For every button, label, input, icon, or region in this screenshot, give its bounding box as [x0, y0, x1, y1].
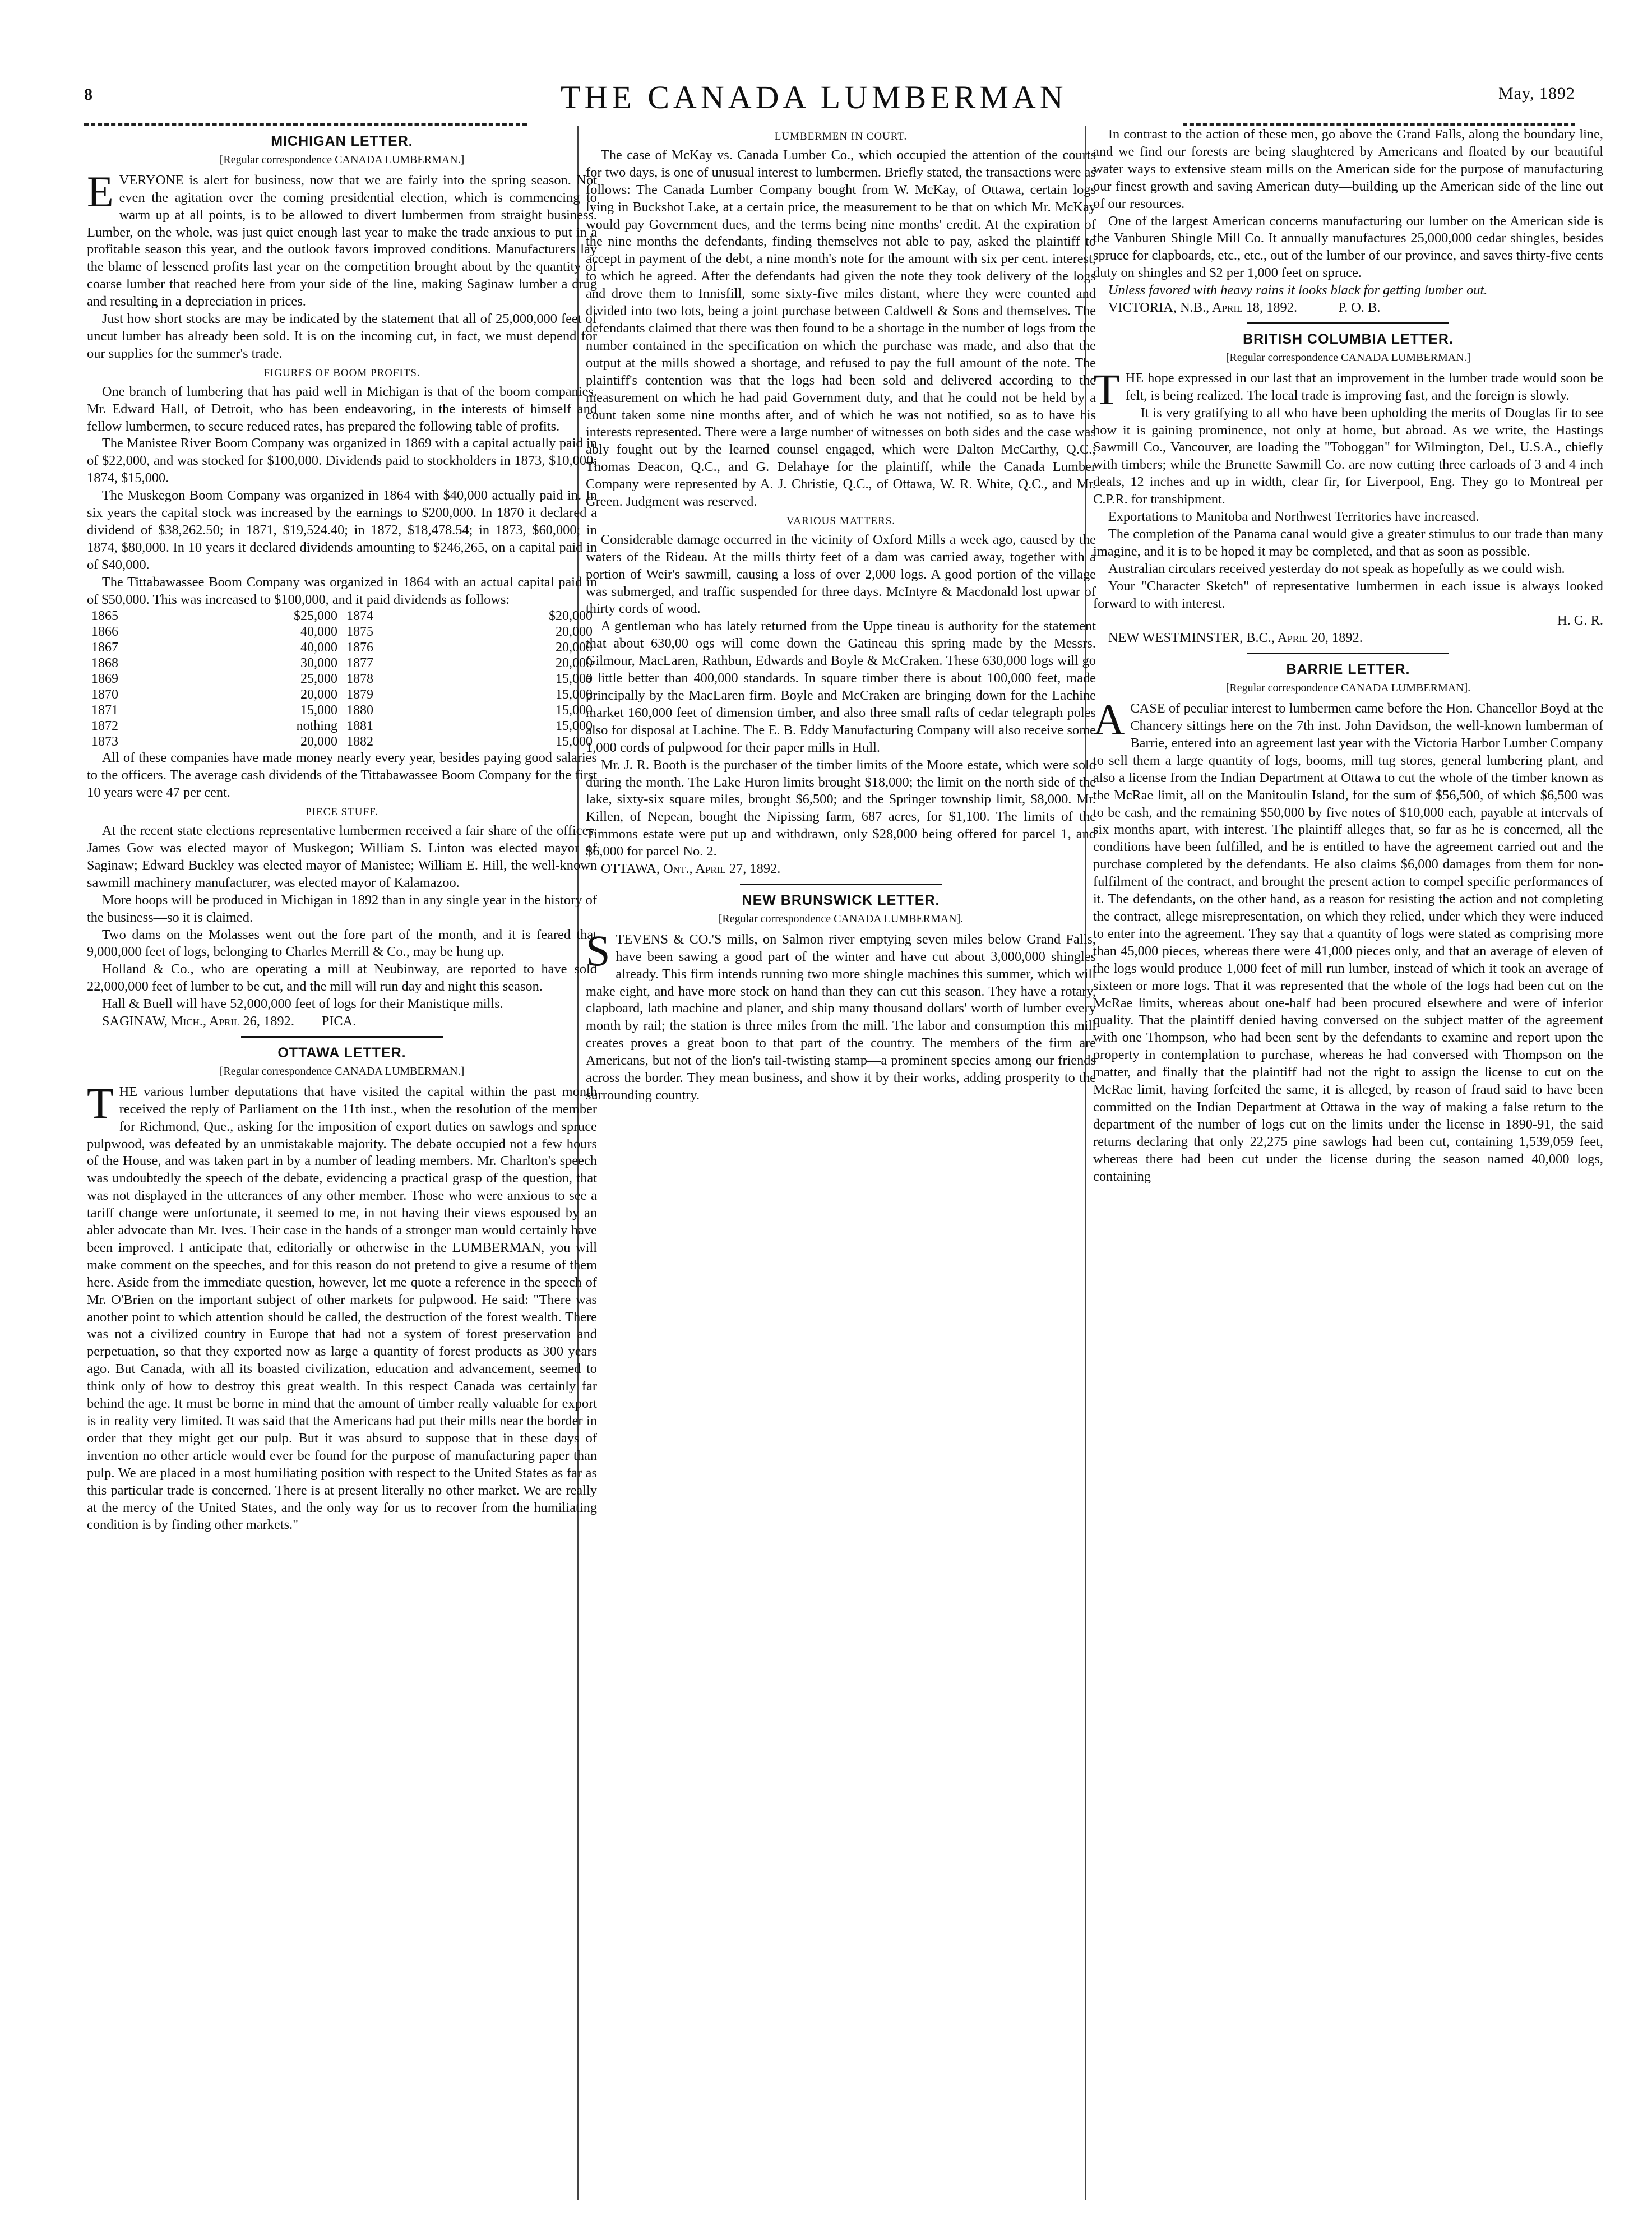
- new-brunswick-letter: [586, 892, 1096, 1104]
- amount-cell: 30,000: [300, 656, 337, 671]
- year-cell: 1870: [91, 687, 118, 702]
- dividend-row: [87, 687, 597, 702]
- article-heading: BRITISH COLUMBIA LETTER.: [1243, 331, 1454, 347]
- paragraph: EVERYONE is alert for business, now that we are fairly into the spring season. Not even the agitation over the coming presidential election, which is commencing to warm up at all points, is to be allowed to divert lumbermen from straight business. Lumber, on the whole, was just quiet enough last year to make the trade anxious to put in a profitable season this year, and the outlook favors improved conditions. Manufacturers lay the blame of lessened profits last year on the competition brought about by the quantity of coarse lumber that reached here from your side of the line, making Saginaw lumber a drug and resulting in a depreciation in prices.: [87, 167, 597, 309]
- paragraph: One of the largest American concerns manufacturing our lumber on the American side is the Vanburen Shingle Mill Co. It annually manufactures 25,000,000 cedar shingles, besides spruce for clapboards, etc., etc., out of the lumber of our province, and saves thirty-five cents duty on shingles and $2 per 1,000 feet on spruce.: [1093, 213, 1603, 281]
- dateline: OTTAWA, Ont., April 27, 1892.: [600, 861, 781, 877]
- year-cell: 1866: [91, 625, 118, 640]
- column-3: [1093, 126, 1603, 1185]
- paragraph: Considerable damage occurred in the vicinity of Oxford Mills a week ago, caused by the waters of the Rideau. At the mills thirty feet of a dam was carried away, together with a portion of Weir's sawmill, causing a loss of over 2,000 logs. A good portion of the village was submerged, and traffic suspended for three days. McIntyre & Macdonald lost upwar of thirty cords of wood.: [586, 531, 1096, 617]
- paragraph: The completion of the Panama canal would give a greater stimulus to our trade than many imagine, and it is to be hoped it may be completed, and that as soon as possible.: [1093, 526, 1603, 559]
- paragraph: The Tittabawassee Boom Company was organized in 1864 with an actual capital paid in of $50,000. This was increased to $100,000, and it paid dividends as follows:: [87, 574, 597, 607]
- paragraph: Australian circulars received yesterday do not speak as hopefully as we could wish.: [1108, 561, 1565, 576]
- amount-cell: 15,000: [556, 703, 593, 718]
- paragraph: In contrast to the action of these men, go above the Grand Falls, along the boundary line, and we find our forests are being slaughtered by Americans and floated by our beautiful water ways to extensive steam mills on the American side for the purpose of manufacturing our finest growth and saving American duty—building up the American side of the line out of our resources.: [1093, 127, 1603, 211]
- drop-cap: A: [1093, 695, 1125, 744]
- paragraph: The Manistee River Boom Company was organized in 1869 with a capital actually paid in of $22,000, and was stocked for $100,000. Dividends paid to stockholders in 1873, $10,000; 1874, $15,000.: [87, 436, 597, 486]
- paragraph: At the recent state elections representative lumbermen received a fair share of the offices. James Gow was elected mayor of Muskegon; William S. Linton was elected mayor of Saginaw; Edward Buckley was elected mayor of Manistee; William E. Hill, the well-known sawmill machinery manufacturer, was elected mayor of Kalamazoo.: [87, 823, 597, 890]
- correspondence-note: [Regular correspondence CANADA LUMBERMAN.]: [219, 153, 465, 166]
- british-columbia-letter: [1093, 331, 1603, 647]
- masthead-rule-left: [84, 123, 527, 126]
- amount-cell: 20,000: [300, 734, 337, 750]
- dividend-row: [87, 718, 597, 734]
- section-rule: [740, 884, 942, 885]
- article-heading: MICHIGAN LETTER.: [271, 133, 413, 149]
- amount-cell: 40,000: [300, 625, 337, 640]
- paragraph: The case of McKay vs. Canada Lumber Co., which occupied the attention of the courts for two days, is one of unusual interest to lumbermen. Briefly stated, the transactions were as follows: The Canada Lumber Company bought from W. McKay, of Ottawa, certain logs lying in Buckshot Lake, at a certain price, the measurement to be that on which Mr. McKay would pay Government dues, and the terms being nine months' credit. At the expiration of the nine months the defendants, finding themselves not able to pay, asked the plaintiff to accept in payment of the debt, a nine month's note for the amount with six per cent. interest, to which he agreed. After the defendants had given the note they took delivery of the logs and drove them to Innisfill, some sixty-five miles distant, where they were counted and divided into two lots, being a joint purchase between Caldwell & Sons and themselves. The defendants claimed that there was then found to be a shortage in the number of logs from the number contained in the specification on which the purchase was made, and also that the output at the mills showed a shortage, and refused to pay the full amount of the note. The plaintiff's contention was that the logs had been sold and delivered according to the measurement on which he had paid Government duty, and that he could not be held by a count taken some nine months after, and of which he was not notified, so as to have his interests represented. There were a large number of witnesses on both sides and the case was ably fought out by the learned counsel engaged, which were Dalton McCarthy, Q.C.; Thomas Deacon, Q.C., and G. Delahaye for the plaintiff, while the Canada Lumber Company were represented by A. J. Christie, Q.C., of Ottawa, W. R. White, Q.C., and Mr. Green. Judgment was reserved.: [586, 147, 1096, 510]
- masthead-rule-right: [1183, 123, 1575, 126]
- paragraph: One branch of lumbering that has paid well in Michigan is that of the boom companies. Mr. Edward Hall, of Detroit, who has been endeavoring, in the interests of himself and fellow lumbermen, to secure reduced rates, has prepared the following table of profits.: [87, 383, 597, 434]
- michigan-letter: [87, 133, 597, 1030]
- section-rule: [1247, 653, 1449, 654]
- dividends-table: [87, 608, 597, 750]
- amount-cell: 20,000: [300, 687, 337, 702]
- amount-cell: 25,000: [300, 672, 337, 687]
- masthead: [84, 78, 1575, 118]
- paragraph: Holland & Co., who are operating a mill at Neubinway, are reported to have sold 22,000,000 feet of lumber to be cut, and the mill will run day and night this season.: [87, 961, 597, 995]
- year-cell: 1878: [346, 672, 373, 687]
- subheading: PIECE STUFF.: [306, 806, 378, 818]
- subheading: VARIOUS MATTERS.: [786, 515, 896, 527]
- correspondence-note: [Regular correspondence CANADA LUMBERMAN].: [718, 912, 964, 925]
- paragraph: Mr. J. R. Booth is the purchaser of the timber limits of the Moore estate, which were sold during the month. The Lake Huron limits brought $18,000; the limit on the north side of the lake, sixty-six square miles, brought $6,500; and the Springer township limit, $8,000. Mr. Killen, of Nepean, bought the Nipissing farm, 687 acres, for $1,100. The limits of the Timmons estate were put up and withdrawn, only $28,000 being offered for parcel 1, and $6,000 for parcel No. 2.: [586, 757, 1096, 859]
- paragraph: Unless favored with heavy rains it looks black for getting lumber out.: [1108, 283, 1488, 298]
- dividend-row: [87, 624, 597, 640]
- paragraph: A gentleman who has lately returned from the Uppe tineau is authority for the statement that about 630,00 ogs will come down the Gatineau this spring made by the Messrs. Gilmour, MacLaren, Rathbun, Edwards and Boyle & McCraken. These 630,000 logs will go a little better than 400,000 standards. In square timber there is about 100,000 feet, made principally by the MacLaren firm. Boyle and McCraken are bringing down for the Lachine market 160,000 feet of dimension timber, and also three small rafts of cedar telegraph poles also for disposal at Lachine. The E. B. Eddy Manufacturing Company will also receive some 1,000 cords of pulpwood for their paper mills in Hull.: [586, 618, 1096, 755]
- page-number: 8: [84, 85, 92, 104]
- year-cell: 1875: [346, 625, 373, 640]
- dateline: NEW WESTMINSTER, B.C., April 20, 1892.: [1108, 630, 1363, 646]
- year-cell: 1871: [91, 703, 118, 718]
- correspondence-note: [Regular correspondence CANADA LUMBERMAN].: [1225, 682, 1471, 695]
- subheading: LUMBERMEN IN COURT.: [774, 131, 908, 142]
- year-cell: 1867: [91, 640, 118, 655]
- amount-cell: 20,000: [556, 640, 593, 655]
- paragraph: Two dams on the Molasses went out the fore part of the month, and it is feared that 9,000,000 feet of logs, belonging to Charles Merrill & Co., may be hung up.: [87, 927, 597, 960]
- year-cell: 1882: [346, 734, 373, 750]
- drop-cap: T: [1093, 364, 1120, 414]
- dividend-row: [87, 671, 597, 687]
- article-heading: NEW BRUNSWICK LETTER.: [742, 892, 940, 908]
- paragraph: Just how short stocks are may be indicated by the statement that all of 25,000,000 feet of uncut lumber has already been sold. It is on the incoming cut, in fact, we must depend for our supplies for the summer's trade.: [87, 311, 597, 361]
- paragraph: All of these companies have made money nearly every year, besides paying good salaries to the officers. The average cash dividends of the Tittabawassee Boom Company for the first 10 years were 47 per cent.: [87, 750, 597, 801]
- paragraph: Exportations to Manitoba and Northwest Territories have increased.: [1108, 509, 1479, 525]
- paper-title: THE CANADA LUMBERMAN: [561, 79, 1067, 115]
- amount-cell: 20,000: [556, 656, 593, 671]
- paragraph: The Muskegon Boom Company was organized in 1864 with $40,000 actually paid in. In six years the capital stock was increased by the earnings to $200,000. In 1870 it declared a dividend of $38,262.50; in 1871, $19,524.40; in 1872, $18,478.54; in 1873, $60,000; in 1874, $80,000. In 10 years it declared dividends amounting to $246,265, on a capital paid in of $40,000.: [87, 488, 597, 572]
- year-cell: 1877: [346, 656, 373, 671]
- dividend-row: [87, 608, 597, 624]
- ottawa-letter: [87, 1044, 597, 1534]
- dividend-row: [87, 702, 597, 718]
- paragraph: Hall & Buell will have 52,000,000 feet of logs for their Manistique mills.: [101, 996, 503, 1012]
- amount-cell: 15,000: [556, 687, 593, 702]
- paragraph: Your "Character Sketch" of representative lumbermen in each issue is always looked forward to with interest.: [1093, 578, 1603, 611]
- amount-cell: 40,000: [300, 640, 337, 655]
- correspondence-note: [Regular correspondence CANADA LUMBERMAN.]: [1225, 351, 1471, 364]
- section-rule: [241, 1036, 443, 1038]
- year-cell: 1876: [346, 640, 373, 655]
- amount-cell: nothing: [296, 719, 337, 734]
- paragraph: THE various lumber deputations that have visited the capital within the past month received the reply of Parliament on the 11th inst., when the resolution of the member for Richmond, Que., asking for the imposition of export duties on sawlogs and spruce pulpwood, was defeated by an unmistakable majority. The debate occupied not a few hours of the House, and was taken part in by a number of leading members. Mr. Charlton's speech was undoubtedly the speech of the debate, evidencing a practical grasp of the question, that was not displayed in the utterances of any other member. Those who were anxious to see a tariff change were unfortunate, it seemed to me, in not having their views espoused by an abler advocate than Mr. Ives. Their case in the hands of a stronger man would certainly have been improved. I anticipate that, editorially or otherwise in the LUMBERMAN, you will make comment on the speeches, and for this reason do not pretend to give a resume of them here. Aside from the immediate question, however, let me quote a reference in the speech of Mr. O'Brien on the important subject of other markets for pulpwood. He said: "There was another point to which attention should be called, the destruction of the forest wealth. There was not a civilized country in Europe that had not a system of forest preservation and perpetuation, so that they exported now as large a quantity of forest products as 300 years ago. But Canada, with all its boasted civilization, education and advancement, seemed to think only of how to destroy this great wealth. In this respect Canada was certainly far behind the age. It must be borne in mind that the amount of timber really valuable for export is in reality very limited. It was said that the Americans had put their mills near the border in order that they might get our pulp. But it was absurd to suppose that in these days of invention no other article would ever be found for the purpose of manufacturing paper than pulp. We are placed in a most humiliating position with respect to the United States as far as this particular trade is concerned. There is at present literally no other market. We are really at the mercy of the United States, and the only way for us to recover from the humiliating condition is by finding other markets.": [87, 1078, 597, 1533]
- year-cell: 1881: [346, 719, 373, 734]
- amount-cell: 15,000: [556, 672, 593, 687]
- drop-cap: T: [87, 1078, 114, 1127]
- amount-cell: $20,000: [549, 609, 593, 624]
- amount-cell: 15,000: [300, 703, 337, 718]
- amount-cell: $25,000: [293, 609, 337, 624]
- paragraph: ACASE of peculiar interest to lumbermen came before the Hon. Chancellor Boyd at the Chancery sittings here on the 7th inst. John Davidson, the well-known lumberman of Barrie, entered into an agreement last year with the Victoria Harbor Lumber Company to sell them a large quantity of logs, booms, mill tug stores, general lumbering plant, and also a license from the Indian Department at Ottawa to cut the whole of the timber known as the McRae limit, all on the Manitoulin Island, for the sum of $56,500, of which $6,500 was to be cash, and the remaining $50,000 by five notes of $10,000 each, payable at intervals of six months apart, with interest. The plaintiff alleges that, so far as he is concerned, all the conditions have been fulfilled, and he is entitled to have the agreement carried out and the purchase completed by the defendants. He also claims $6,000 damages from them for non-fulfilment of the contract, and brought the present action to compel specific performances of it. The defendants, on the other hand, as a reason for resisting the action and not completing the contract, allege misrepresentation, on which they relied, under which they were induced to enter into the agreement. They say that a quantity of logs were stated as comprising more than 45,000 pieces, whereas there were 41,000 pieces only, and that an average of eleven of the logs would produce 1,000 feet of mill run lumber, instead of which it took an average of sixteen or more logs. That it was represented that the whole of the logs had been cut on the McRae limits, whereas about one-half had been procured elsewhere and were of inferior quality. That the plaintiff denied having conversed on the subject matter of the agreement with one Thompson, who had been sent by the defendants to examine and report upon the property in contemplation to purchase, whereas he had conversed with Thompson on the matter, and finally that the plaintiff had not the right to assign the license to cut on the McRae limit, having forfeited the same, it is alleged, by reason of fraud said to have been committed on the Indian Department at Ottawa in the way of making a false return to the department of the number of logs cut on the limits under the license in 1890-91, the said returns declaring that only 22,275 pine sawlogs had been cut, containing 1,539,059 feet, whereas there had been cut under the license during the season named 40,000 logs, containing: [1093, 695, 1603, 1184]
- year-cell: 1874: [346, 609, 373, 624]
- section-rule: [1247, 322, 1449, 324]
- correspondence-note: [Regular correspondence CANADA LUMBERMAN.]: [219, 1065, 465, 1077]
- amount-cell: 15,000: [556, 734, 593, 750]
- dividend-row: [87, 640, 597, 655]
- signature: PICA.: [321, 1014, 357, 1029]
- amount-cell: 20,000: [556, 625, 593, 640]
- year-cell: 1868: [91, 656, 118, 671]
- drop-cap: S: [586, 926, 610, 975]
- barrie-letter: [1093, 661, 1603, 1185]
- paragraph: THE hope expressed in our last that an improvement in the lumber trade would soon be felt, is being realized. The local trade is improving fast, and the foreign is slowly.: [1093, 364, 1603, 414]
- drop-cap: E: [87, 167, 114, 216]
- year-cell: 1879: [346, 687, 373, 702]
- year-cell: 1869: [91, 672, 118, 687]
- column-2: [586, 126, 1096, 1104]
- article-heading: OTTAWA LETTER.: [277, 1044, 406, 1061]
- issue-date: May, 1892: [1498, 84, 1575, 103]
- signature: H. G. R.: [1557, 613, 1603, 628]
- dividend-row: [87, 734, 597, 750]
- column-1: [87, 126, 597, 1534]
- year-cell: 1873: [91, 734, 118, 750]
- dividend-row: [87, 655, 597, 671]
- paragraph: More hoops will be produced in Michigan in 1892 than in any single year in the history of the business—so it is claimed.: [87, 892, 597, 925]
- paragraph: It is very gratifying to all who have been upholding the merits of Douglas fir to see how it is gaining prominence, not only at home, but abroad. As we write, the Hastings Sawmill Co., Vancouver, are loading the "Toboggan" for Wilmington, Del., U.S.A., chiefly with timbers; while the Brunette Sawmill Co. are now cutting three carloads of 3 and 4 inch deals, 12 inches and up in width, clear fir, for Liverpool, Eng. They go to Montreal per C.P.R. for transhipment.: [1093, 405, 1603, 507]
- signature: P. O. B.: [1338, 300, 1381, 316]
- year-cell: 1880: [346, 703, 373, 718]
- dateline: SAGINAW, Mich., April 26, 1892. PICA.: [101, 1014, 357, 1029]
- dateline: VICTORIA, N.B., April 18, 1892. P. O. B.: [1108, 300, 1381, 316]
- year-cell: 1865: [91, 609, 118, 624]
- amount-cell: 15,000: [556, 719, 593, 734]
- article-heading: BARRIE LETTER.: [1286, 662, 1410, 678]
- year-cell: 1872: [91, 719, 118, 734]
- subheading: FIGURES OF BOOM PROFITS.: [263, 367, 420, 379]
- paragraph: STEVENS & CO.'S mills, on Salmon river emptying seven miles below Grand Falls, have been sawing a good part of the winter and have cut about 3,000,000 shingles already. This firm intends running two more shingle machines this summer, which will make eight, and have more stock on hand than they can cut this season. They have a rotary, clapboard, lath machine and planer, and ship many thousand dollars' worth of lumber every month by rail; the station is three miles from the mill. The labor and consumption this mill creates proves a great boon to that part of the country. The members of the firm are Americans, but not of the lion's tail-twisting stamp—a prominent species among our friends across the border. They mean business, and show it by their works, adding prosperity to the surrounding country.: [586, 926, 1096, 1103]
